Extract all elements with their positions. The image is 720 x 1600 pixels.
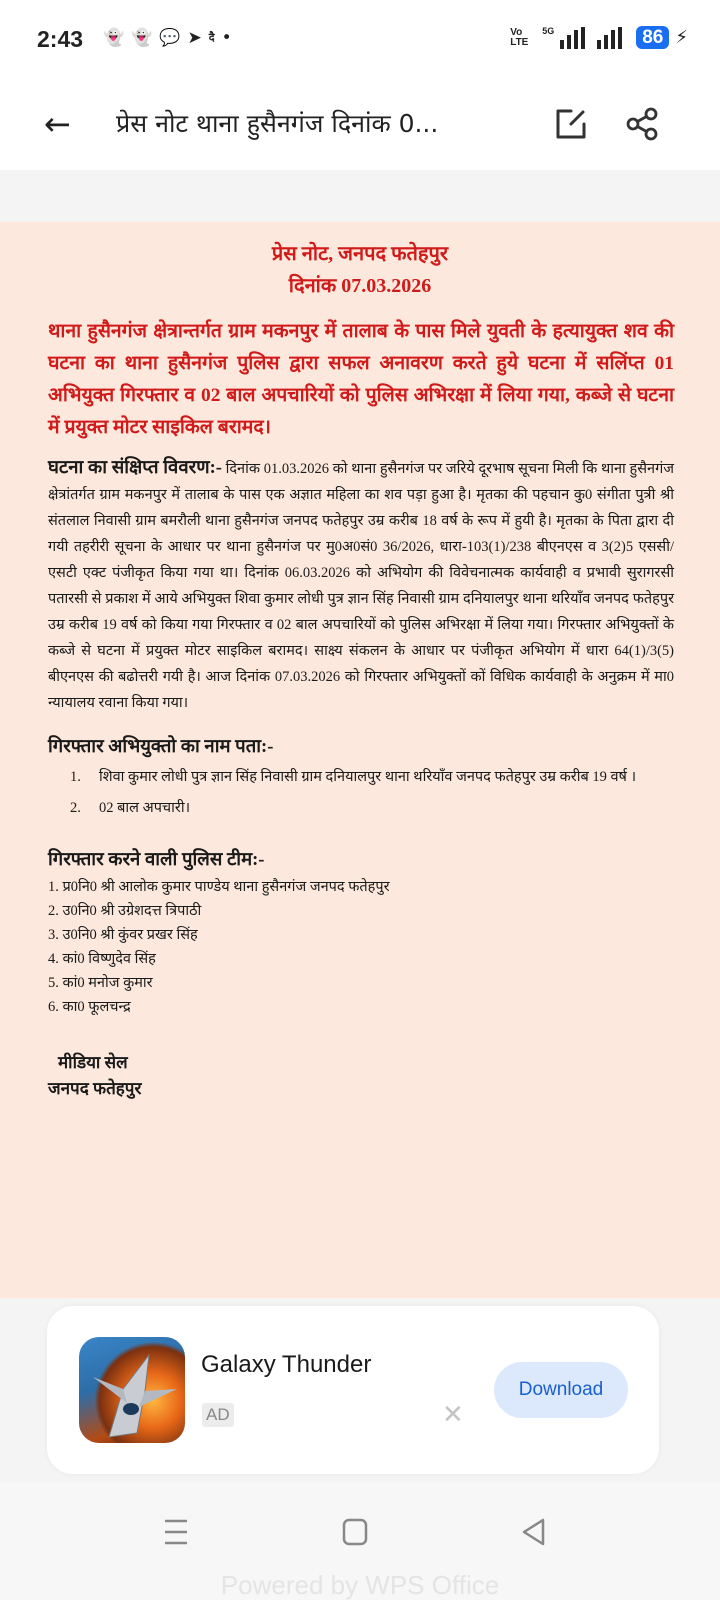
system-nav-bar <box>0 1482 720 1600</box>
list-item: 2. 02 बाल अपचारी। <box>70 800 191 816</box>
volte-icon: Vo LTE <box>510 26 529 48</box>
charging-icon: ⚡ <box>675 27 688 48</box>
share-icon[interactable] <box>624 106 660 142</box>
close-icon[interactable]: ✕ <box>442 1400 464 1430</box>
network-type-icon: 5G <box>542 26 555 36</box>
dot-icon: • <box>221 28 232 48</box>
status-time: 2:43 <box>37 26 84 52</box>
recent-apps-icon[interactable] <box>157 1512 197 1552</box>
list-item: 2. उ0नि0 श्री उग्रेशदत्त त्रिपाठी <box>48 903 202 919</box>
accused-section-title: गिरफ्तार अभियुक्तो का नाम पता:- <box>48 737 274 757</box>
list-item: 1. प्र0नि0 श्री आलोक कुमार पाण्डेय थाना हुसैनगंज जनपद फतेहपुर <box>48 879 390 895</box>
signal-strength-icon <box>560 27 585 49</box>
chat-bubble-icon: 💬 <box>159 28 181 48</box>
list-item: 3. उ0नि0 श्री कुंवर प्रखर सिंह <box>48 927 198 943</box>
notification-icons <box>103 28 232 48</box>
download-button[interactable]: Download <box>494 1362 628 1418</box>
summary-label: घटना का संक्षिप्त विवरण:- <box>48 458 222 478</box>
ad-title[interactable]: Galaxy Thunder <box>201 1351 372 1378</box>
document-heading: प्रेस नोट, जनपद फतेहपुर <box>271 243 449 265</box>
police-team-title: गिरफ्तार करने वाली पुलिस टीम:- <box>48 850 265 870</box>
list-item: 4. कां0 विष्णुदेव सिंह <box>48 951 156 967</box>
police-team-list <box>48 875 674 1019</box>
list-item: 6. का0 फूलचन्द्र <box>48 999 131 1015</box>
powered-by-text: Powered by WPS Office <box>220 1570 500 1600</box>
signal-strength-icon <box>597 27 622 49</box>
list-item: 5. कां0 मनोज कुमार <box>48 975 153 991</box>
telegram-icon: ➤ <box>187 28 202 48</box>
accused-list <box>70 765 674 821</box>
app-icon[interactable] <box>79 1337 185 1443</box>
document-headline: थाना हुसैनगंज क्षेत्रान्तर्गत ग्राम मकनपुर में तालाब के पास मिले युवती के हत्यायुक्त शव की घटना का थाना हुसैनगंज पुलिस द्वारा सफल अनावरण करते हुये घटना में सलिंप्त 01 अभियुक्त गिरफ्तार व 02 बाल अपचारियों को पुलिस अभिरक्षा में लिया गया, कब्जे से घटना में प्रयुक्त मोटर साइकिल बरामद। <box>48 321 674 438</box>
battery-indicator: 86 <box>636 26 669 49</box>
signature-media-cell: मीडिया सेल <box>58 1053 128 1072</box>
document-title: प्रेस नोट थाना हुसैनगंज दिनांक 0... <box>116 109 439 138</box>
list-item: 1. शिवा कुमार लोधी पुत्र ज्ञान सिंह निवासी ग्राम दनियालपुर थाना थरियाँव जनपद फतेहपुर उम्र करीब 19 वर्ष । <box>70 769 637 785</box>
home-icon[interactable] <box>335 1512 375 1552</box>
document-date: दिनांक 07.03.2026 <box>288 275 432 297</box>
back-triangle-icon[interactable] <box>514 1512 554 1552</box>
system-indicators <box>510 26 688 49</box>
snapchat-icon: 👻 <box>103 28 125 48</box>
edit-icon[interactable] <box>553 106 589 142</box>
incident-summary <box>48 455 674 716</box>
document-page <box>0 222 720 1298</box>
ad-banner[interactable] <box>47 1306 659 1474</box>
dainik-bhaskar-icon: दै <box>208 31 215 44</box>
summary-text: दिनांक 01.03.2026 को थाना हुसैनगंज पर जरिये दूरभाष सूचना मिली कि थाना हुसैनगंज क्षेत्रांतर्गत ग्राम मकनपुर में तालाब के पास एक अज्ञात महिला का शव पड़ा हुआ है। मृतका की पहचान कु0 संगीता पुत्री श्री संतलाल निवासी ग्राम बमरौली थाना हुसैनगंज जनपद फतेहपुर उम्र करीब 18 वर्ष के रूप में हुयी है। मृतका के पिता द्वारा दी गयी तहरीरी सूचना के आधार पर थाना हुसैनगंज पर मु0अ0सं0 36/2026, धारा-103(1)/238 बीएनएस व 3(2)5 एससी/एसटी एक्ट पंजीकृत किया गया था। दिनांक 06.03.2026 को अभियोग की विवेचनात्मक कार्यवाही व प्रभावी सुरागरसी पतारसी से प्रकाश में आये अभियुक्त शिवा कुमार लोधी पुत्र ज्ञान सिंह निवासी ग्राम दनियालपुर थाना थरियाँव जनपद फतेहपुर उम्र करीब 19 वर्ष को किया गया गिरफ्तार व 02 बाल अपचारियों को पुलिस अभिरक्षा में लिया गया। गिरफ्तार अभियुक्तों के कब्जे से घटना में प्रयुक्त मोटर साइकिल बरामद। साक्ष्य संकलन के आधार पर पंजीकृत अभियोग में धारा 64(1)/3(5) बीएनएस की बढोत्तरी गयी है। आज दिनांक 07.03.2026 को गिरफ्तार अभियुक्तों कों विधिक कार्यवाही के अनुक्रम में मा0 न्यायालय रवाना किया गया। <box>48 461 674 711</box>
app-bar <box>0 84 720 170</box>
status-bar <box>0 0 720 84</box>
back-arrow-icon[interactable]: ← <box>44 105 71 143</box>
signature-district: जनपद फतेहपुर <box>48 1079 142 1098</box>
snapchat-icon: 👻 <box>131 28 153 48</box>
ad-badge: AD <box>202 1403 234 1427</box>
